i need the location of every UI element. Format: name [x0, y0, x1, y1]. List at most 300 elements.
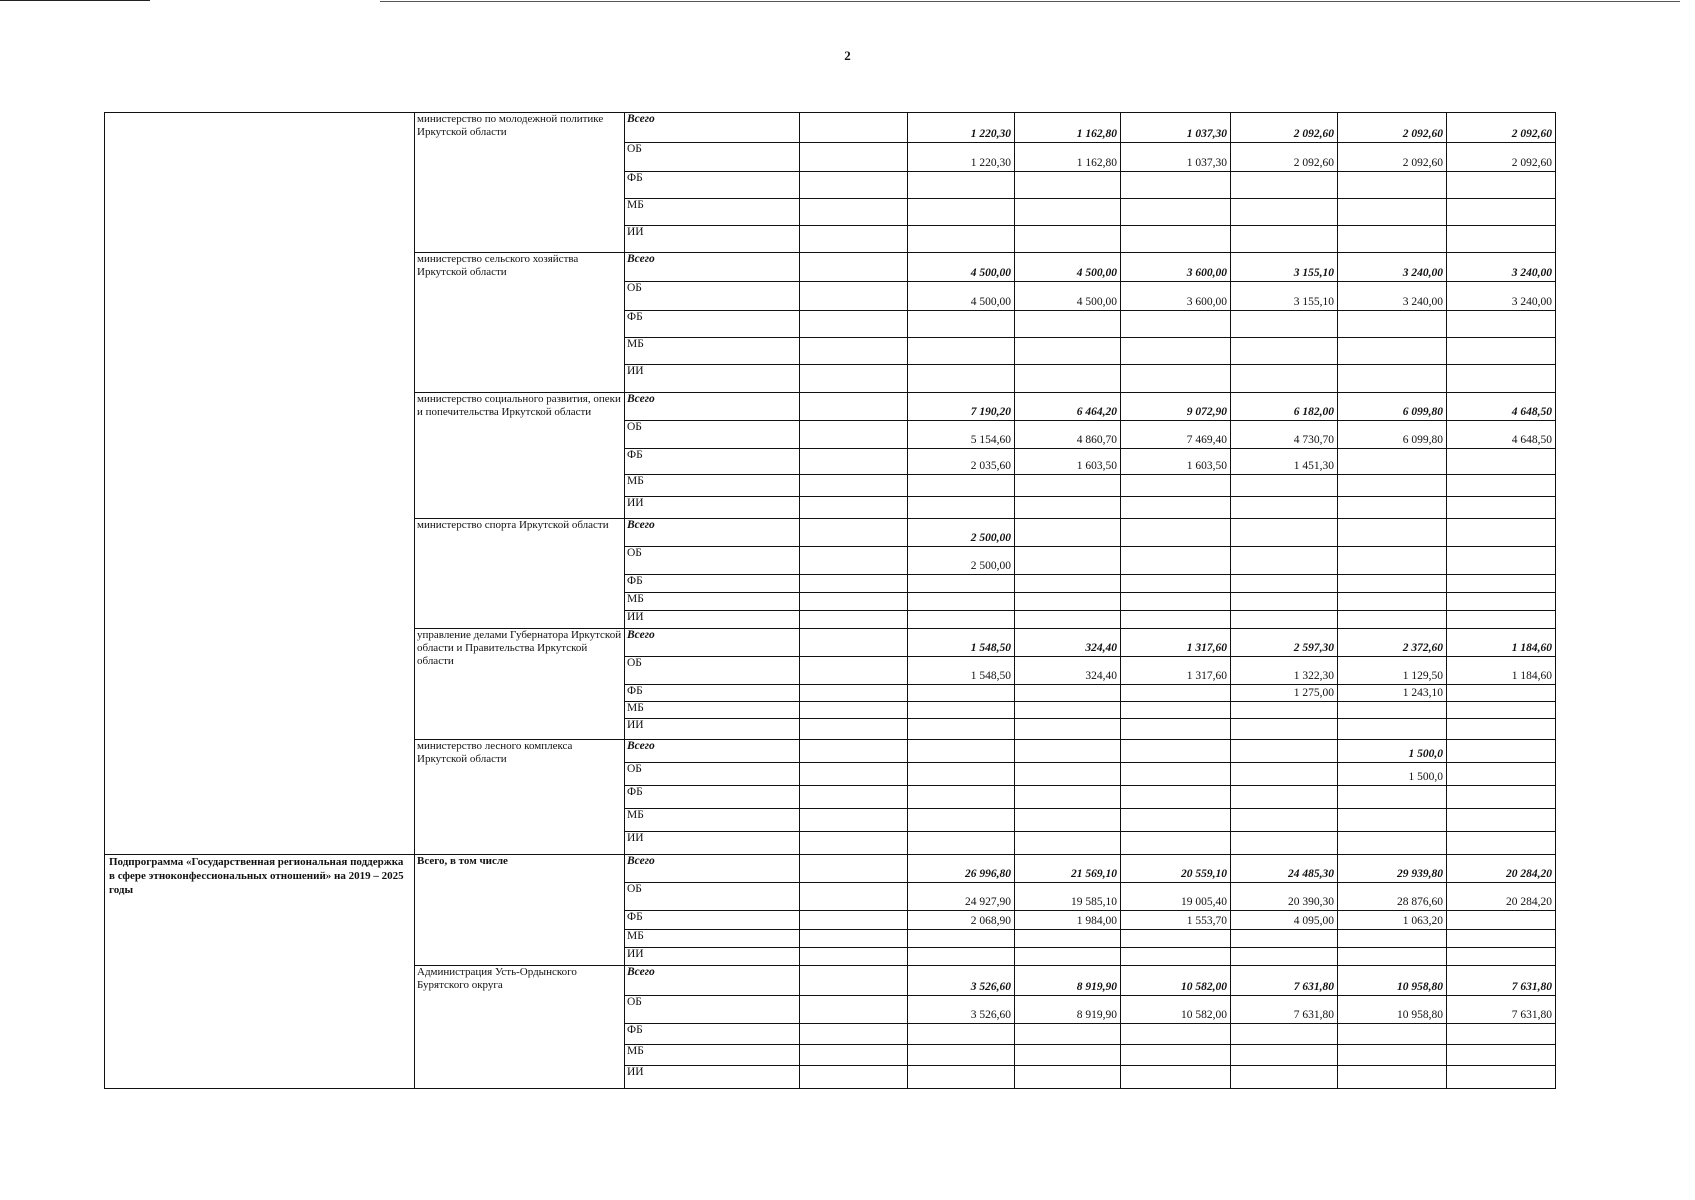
amount-cell — [908, 226, 1015, 253]
amount-cell: 8 919,90 — [1015, 996, 1121, 1024]
spacer-cell — [800, 593, 908, 611]
amount-cell — [1121, 740, 1231, 763]
amount-cell — [1231, 365, 1338, 393]
amount-cell — [1121, 497, 1231, 519]
amount-cell: 1 548,50 — [908, 629, 1015, 657]
amount-cell — [1121, 593, 1231, 611]
amount-cell: 4 648,50 — [1447, 421, 1556, 449]
amount-cell — [1231, 1045, 1338, 1066]
amount-cell — [1447, 575, 1556, 593]
amount-cell — [1121, 1045, 1231, 1066]
amount-cell — [1121, 948, 1231, 966]
amount-cell — [1338, 930, 1447, 948]
amount-cell: 2 372,60 — [1338, 629, 1447, 657]
funding-source-cell: Всего — [625, 629, 800, 657]
amount-cell — [1121, 311, 1231, 338]
funding-source-cell: ИИ — [625, 497, 800, 519]
spacer-cell — [800, 143, 908, 172]
spacer-cell — [800, 702, 908, 719]
spacer-cell — [800, 611, 908, 629]
spacer-cell — [800, 1024, 908, 1045]
funding-source-cell: МБ — [625, 338, 800, 365]
amount-cell — [908, 611, 1015, 629]
spacer-cell — [800, 226, 908, 253]
spacer-cell — [800, 1066, 908, 1089]
amount-cell: 4 860,70 — [1015, 421, 1121, 449]
amount-cell — [1015, 1045, 1121, 1066]
amount-cell — [1447, 519, 1556, 547]
amount-cell — [1121, 611, 1231, 629]
subprogram-title-cell: Подпрограмма «Государственная региональная поддержка в сфере этноконфессиональных отношений» на 2019 – 2025 годы — [105, 855, 415, 1089]
amount-cell — [908, 809, 1015, 832]
amount-cell: 20 390,30 — [1231, 883, 1338, 911]
amount-cell — [908, 740, 1015, 763]
amount-cell — [1121, 832, 1231, 855]
spacer-cell — [800, 996, 908, 1024]
amount-cell: 7 190,20 — [908, 393, 1015, 421]
amount-cell — [1338, 1066, 1447, 1089]
amount-cell — [1338, 702, 1447, 719]
spacer-cell — [800, 449, 908, 475]
amount-cell — [1338, 226, 1447, 253]
spacer-cell — [800, 1045, 908, 1066]
spacer-cell — [800, 113, 908, 143]
amount-cell — [1231, 611, 1338, 629]
amount-cell: 7 631,80 — [1447, 966, 1556, 996]
amount-cell: 7 469,40 — [1121, 421, 1231, 449]
amount-cell — [908, 311, 1015, 338]
funding-source-cell: ОБ — [625, 282, 800, 311]
amount-cell — [1015, 475, 1121, 497]
funding-source-cell: ИИ — [625, 365, 800, 393]
amount-cell — [1121, 338, 1231, 365]
amount-cell: 4 500,00 — [1015, 282, 1121, 311]
amount-cell: 26 996,80 — [908, 855, 1015, 883]
amount-cell: 4 648,50 — [1447, 393, 1556, 421]
amount-cell — [1231, 948, 1338, 966]
amount-cell — [908, 593, 1015, 611]
amount-cell: 24 927,90 — [908, 883, 1015, 911]
amount-cell: 4 095,00 — [1231, 911, 1338, 930]
org-name-cell: управление делами Губернатора Иркутской области и Правительства Иркутской области — [415, 629, 625, 740]
amount-cell — [1338, 719, 1447, 740]
amount-cell: 1 162,80 — [1015, 143, 1121, 172]
page-number: 2 — [844, 48, 851, 63]
amount-cell: 3 526,60 — [908, 996, 1015, 1024]
org-name-cell: Администрация Усть-Ордынского Бурятского округа — [415, 966, 625, 1089]
amount-cell — [1231, 311, 1338, 338]
spacer-cell — [800, 421, 908, 449]
org-name-cell: Всего, в том числе — [415, 855, 625, 966]
org-name-cell: министерство по молодежной политике Иркутской области — [415, 113, 625, 253]
spacer-cell — [800, 497, 908, 519]
funding-source-cell: ОБ — [625, 883, 800, 911]
spacer-cell — [800, 338, 908, 365]
funding-source-cell: ФБ — [625, 575, 800, 593]
amount-cell — [1231, 930, 1338, 948]
amount-cell: 1 451,30 — [1231, 449, 1338, 475]
amount-cell: 4 500,00 — [908, 282, 1015, 311]
amount-cell: 2 092,60 — [1231, 113, 1338, 143]
amount-cell — [1231, 475, 1338, 497]
amount-cell — [1338, 948, 1447, 966]
amount-cell: 3 600,00 — [1121, 282, 1231, 311]
amount-cell — [1015, 1024, 1121, 1045]
amount-cell: 24 485,30 — [1231, 855, 1338, 883]
amount-cell: 1 243,10 — [1338, 685, 1447, 702]
amount-cell — [1338, 786, 1447, 809]
amount-cell — [1231, 719, 1338, 740]
amount-cell — [908, 719, 1015, 740]
amount-cell — [1447, 719, 1556, 740]
amount-cell: 3 155,10 — [1231, 282, 1338, 311]
amount-cell — [1015, 172, 1121, 199]
amount-cell — [908, 475, 1015, 497]
amount-cell — [1338, 593, 1447, 611]
amount-cell: 2 035,60 — [908, 449, 1015, 475]
funding-source-cell: ФБ — [625, 172, 800, 199]
amount-cell — [1121, 930, 1231, 948]
amount-cell — [1447, 547, 1556, 575]
amount-cell: 2 092,60 — [1447, 113, 1556, 143]
amount-cell — [1338, 475, 1447, 497]
amount-cell: 1 603,50 — [1121, 449, 1231, 475]
amount-cell — [1015, 547, 1121, 575]
amount-cell: 2 500,00 — [908, 519, 1015, 547]
funding-source-cell: ОБ — [625, 547, 800, 575]
amount-cell — [1015, 338, 1121, 365]
amount-cell: 1 317,60 — [1121, 657, 1231, 685]
spacer-cell — [800, 575, 908, 593]
amount-cell — [1015, 226, 1121, 253]
amount-cell: 29 939,80 — [1338, 855, 1447, 883]
amount-cell: 19 585,10 — [1015, 883, 1121, 911]
amount-cell: 4 500,00 — [1015, 253, 1121, 282]
amount-cell — [1338, 199, 1447, 226]
amount-cell — [908, 1066, 1015, 1089]
amount-cell — [908, 685, 1015, 702]
amount-cell: 7 631,80 — [1231, 996, 1338, 1024]
amount-cell: 3 600,00 — [1121, 253, 1231, 282]
spacer-cell — [800, 740, 908, 763]
amount-cell — [1447, 911, 1556, 930]
amount-cell — [1231, 226, 1338, 253]
amount-cell — [1447, 226, 1556, 253]
amount-cell: 7 631,80 — [1231, 966, 1338, 996]
funding-source-cell: МБ — [625, 593, 800, 611]
amount-cell — [1231, 763, 1338, 786]
amount-cell — [1231, 832, 1338, 855]
amount-cell — [1015, 611, 1121, 629]
amount-cell: 1 322,30 — [1231, 657, 1338, 685]
funding-source-cell: ФБ — [625, 786, 800, 809]
funding-source-cell: ИИ — [625, 611, 800, 629]
funding-source-cell: ОБ — [625, 143, 800, 172]
amount-cell: 3 240,00 — [1338, 253, 1447, 282]
amount-cell — [908, 786, 1015, 809]
amount-cell — [1231, 786, 1338, 809]
amount-cell — [1447, 1045, 1556, 1066]
amount-cell — [1338, 311, 1447, 338]
amount-cell — [1231, 547, 1338, 575]
amount-cell — [1338, 497, 1447, 519]
amount-cell — [908, 930, 1015, 948]
amount-cell: 3 155,10 — [1231, 253, 1338, 282]
amount-cell — [1015, 311, 1121, 338]
amount-cell — [1231, 172, 1338, 199]
amount-cell — [1015, 930, 1121, 948]
amount-cell — [1338, 449, 1447, 475]
amount-cell — [1121, 809, 1231, 832]
spacer-cell — [800, 199, 908, 226]
amount-cell: 6 099,80 — [1338, 393, 1447, 421]
org-name-cell: министерство социального развития, опеки и попечительства Иркутской области — [415, 393, 625, 519]
amount-cell — [908, 199, 1015, 226]
amount-cell — [1447, 611, 1556, 629]
amount-cell: 2 092,60 — [1447, 143, 1556, 172]
funding-source-cell: Всего — [625, 113, 800, 143]
amount-cell: 28 876,60 — [1338, 883, 1447, 911]
funding-source-cell: ИИ — [625, 948, 800, 966]
amount-cell — [1231, 702, 1338, 719]
spacer-cell — [800, 763, 908, 786]
amount-cell — [1447, 685, 1556, 702]
amount-cell — [908, 1045, 1015, 1066]
amount-cell — [1015, 809, 1121, 832]
amount-cell: 1 162,80 — [1015, 113, 1121, 143]
table-row — [105, 113, 1556, 143]
amount-cell — [908, 702, 1015, 719]
amount-cell: 1 317,60 — [1121, 629, 1231, 657]
amount-cell — [1015, 1066, 1121, 1089]
amount-cell: 3 526,60 — [908, 966, 1015, 996]
amount-cell: 1 184,60 — [1447, 657, 1556, 685]
funding-source-cell: ОБ — [625, 421, 800, 449]
amount-cell: 2 092,60 — [1338, 113, 1447, 143]
amount-cell — [908, 575, 1015, 593]
amount-cell — [1338, 809, 1447, 832]
funding-source-cell: ФБ — [625, 911, 800, 930]
amount-cell: 10 582,00 — [1121, 996, 1231, 1024]
amount-cell — [1231, 575, 1338, 593]
amount-cell — [1121, 702, 1231, 719]
amount-cell — [1447, 199, 1556, 226]
funding-source-cell: МБ — [625, 702, 800, 719]
amount-cell: 5 154,60 — [908, 421, 1015, 449]
amount-cell: 1 063,20 — [1338, 911, 1447, 930]
spacer-cell — [800, 809, 908, 832]
spacer-cell — [800, 253, 908, 282]
funding-source-cell: ИИ — [625, 1066, 800, 1089]
amount-cell — [1121, 199, 1231, 226]
funding-source-cell: ФБ — [625, 1024, 800, 1045]
amount-cell — [1121, 226, 1231, 253]
amount-cell — [1447, 449, 1556, 475]
amount-cell — [1121, 365, 1231, 393]
amount-cell — [908, 832, 1015, 855]
amount-cell: 1 553,70 — [1121, 911, 1231, 930]
amount-cell: 1 037,30 — [1121, 143, 1231, 172]
spacer-cell — [800, 719, 908, 740]
spacer-cell — [800, 911, 908, 930]
amount-cell — [1015, 199, 1121, 226]
amount-cell: 4 730,70 — [1231, 421, 1338, 449]
amount-cell: 8 919,90 — [1015, 966, 1121, 996]
amount-cell: 19 005,40 — [1121, 883, 1231, 911]
amount-cell — [1121, 719, 1231, 740]
funding-source-cell: ОБ — [625, 657, 800, 685]
amount-cell: 10 958,80 — [1338, 966, 1447, 996]
funding-source-cell: МБ — [625, 930, 800, 948]
amount-cell: 1 500,0 — [1338, 763, 1447, 786]
amount-cell: 1 184,60 — [1447, 629, 1556, 657]
amount-cell — [1447, 1066, 1556, 1089]
funding-source-cell: Всего — [625, 393, 800, 421]
funding-source-cell: ОБ — [625, 996, 800, 1024]
amount-cell — [1121, 172, 1231, 199]
amount-cell: 4 500,00 — [908, 253, 1015, 282]
amount-cell: 324,40 — [1015, 629, 1121, 657]
amount-cell — [1447, 832, 1556, 855]
spacer-cell — [800, 685, 908, 702]
amount-cell — [908, 763, 1015, 786]
funding-source-cell: ИИ — [625, 226, 800, 253]
spacer-cell — [800, 657, 908, 685]
spacer-cell — [800, 832, 908, 855]
amount-cell — [1447, 930, 1556, 948]
amount-cell: 2 092,60 — [1231, 143, 1338, 172]
amount-cell — [1447, 172, 1556, 199]
spacer-cell — [800, 519, 908, 547]
amount-cell: 1 037,30 — [1121, 113, 1231, 143]
amount-cell — [1015, 740, 1121, 763]
funding-source-cell: Всего — [625, 519, 800, 547]
amount-cell — [1447, 948, 1556, 966]
amount-cell — [1447, 740, 1556, 763]
amount-cell — [1121, 786, 1231, 809]
amount-cell — [1338, 1024, 1447, 1045]
spacer-cell — [800, 629, 908, 657]
amount-cell — [1338, 172, 1447, 199]
amount-cell: 1 220,30 — [908, 113, 1015, 143]
amount-cell: 1 984,00 — [1015, 911, 1121, 930]
amount-cell: 2 068,90 — [908, 911, 1015, 930]
spacer-cell — [800, 966, 908, 996]
amount-cell — [908, 365, 1015, 393]
amount-cell: 1 603,50 — [1015, 449, 1121, 475]
spacer-cell — [800, 282, 908, 311]
funding-source-cell: МБ — [625, 1045, 800, 1066]
funding-source-cell: Всего — [625, 855, 800, 883]
spacer-cell — [800, 883, 908, 911]
spacer-cell — [800, 311, 908, 338]
amount-cell — [1015, 719, 1121, 740]
amount-cell — [1015, 702, 1121, 719]
amount-cell: 7 631,80 — [1447, 996, 1556, 1024]
amount-cell — [1015, 497, 1121, 519]
amount-cell — [908, 948, 1015, 966]
amount-cell — [1231, 338, 1338, 365]
amount-cell — [1015, 519, 1121, 547]
amount-cell: 6 099,80 — [1338, 421, 1447, 449]
amount-cell: 1 500,0 — [1338, 740, 1447, 763]
amount-cell — [1338, 338, 1447, 365]
amount-cell — [1447, 809, 1556, 832]
amount-cell — [1231, 593, 1338, 611]
amount-cell — [1447, 338, 1556, 365]
amount-cell: 3 240,00 — [1447, 282, 1556, 311]
scan-line — [0, 0, 150, 1]
spacer-cell — [800, 855, 908, 883]
amount-cell — [908, 338, 1015, 365]
amount-cell — [1015, 948, 1121, 966]
amount-cell — [908, 497, 1015, 519]
amount-cell — [1338, 832, 1447, 855]
spacer-cell — [800, 930, 908, 948]
amount-cell — [1447, 365, 1556, 393]
amount-cell — [1121, 575, 1231, 593]
funding-source-cell: ИИ — [625, 832, 800, 855]
amount-cell — [1231, 740, 1338, 763]
amount-cell: 1 220,30 — [908, 143, 1015, 172]
amount-cell — [1447, 497, 1556, 519]
budget-table — [104, 112, 1556, 1089]
amount-cell — [1338, 519, 1447, 547]
amount-cell: 6 464,20 — [1015, 393, 1121, 421]
funding-source-cell: ИИ — [625, 719, 800, 740]
org-name-cell: министерство сельского хозяйства Иркутской области — [415, 253, 625, 393]
amount-cell: 6 182,00 — [1231, 393, 1338, 421]
amount-cell: 2 092,60 — [1338, 143, 1447, 172]
amount-cell — [1447, 702, 1556, 719]
amount-cell: 20 284,20 — [1447, 883, 1556, 911]
amount-cell — [1447, 311, 1556, 338]
amount-cell — [1231, 809, 1338, 832]
amount-cell — [1338, 1045, 1447, 1066]
amount-cell — [1015, 365, 1121, 393]
amount-cell: 9 072,90 — [1121, 393, 1231, 421]
amount-cell — [1015, 786, 1121, 809]
amount-cell — [1015, 763, 1121, 786]
amount-cell — [1447, 763, 1556, 786]
amount-cell — [1015, 593, 1121, 611]
amount-cell: 2 597,30 — [1231, 629, 1338, 657]
amount-cell: 21 569,10 — [1015, 855, 1121, 883]
amount-cell — [1121, 763, 1231, 786]
amount-cell — [1121, 1024, 1231, 1045]
amount-cell — [1231, 199, 1338, 226]
amount-cell — [1121, 475, 1231, 497]
funding-source-cell: МБ — [625, 475, 800, 497]
amount-cell: 10 582,00 — [1121, 966, 1231, 996]
amount-cell — [1121, 547, 1231, 575]
funding-source-cell: Всего — [625, 253, 800, 282]
amount-cell — [1015, 575, 1121, 593]
amount-cell — [1015, 832, 1121, 855]
spacer-cell — [800, 948, 908, 966]
funding-source-cell: ОБ — [625, 763, 800, 786]
spacer-cell — [800, 172, 908, 199]
funding-source-cell: ФБ — [625, 685, 800, 702]
amount-cell: 2 500,00 — [908, 547, 1015, 575]
amount-cell: 3 240,00 — [1447, 253, 1556, 282]
amount-cell — [1447, 786, 1556, 809]
amount-cell: 20 284,20 — [1447, 855, 1556, 883]
amount-cell: 1 275,00 — [1231, 685, 1338, 702]
amount-cell: 10 958,80 — [1338, 996, 1447, 1024]
amount-cell: 1 129,50 — [1338, 657, 1447, 685]
amount-cell — [1231, 519, 1338, 547]
